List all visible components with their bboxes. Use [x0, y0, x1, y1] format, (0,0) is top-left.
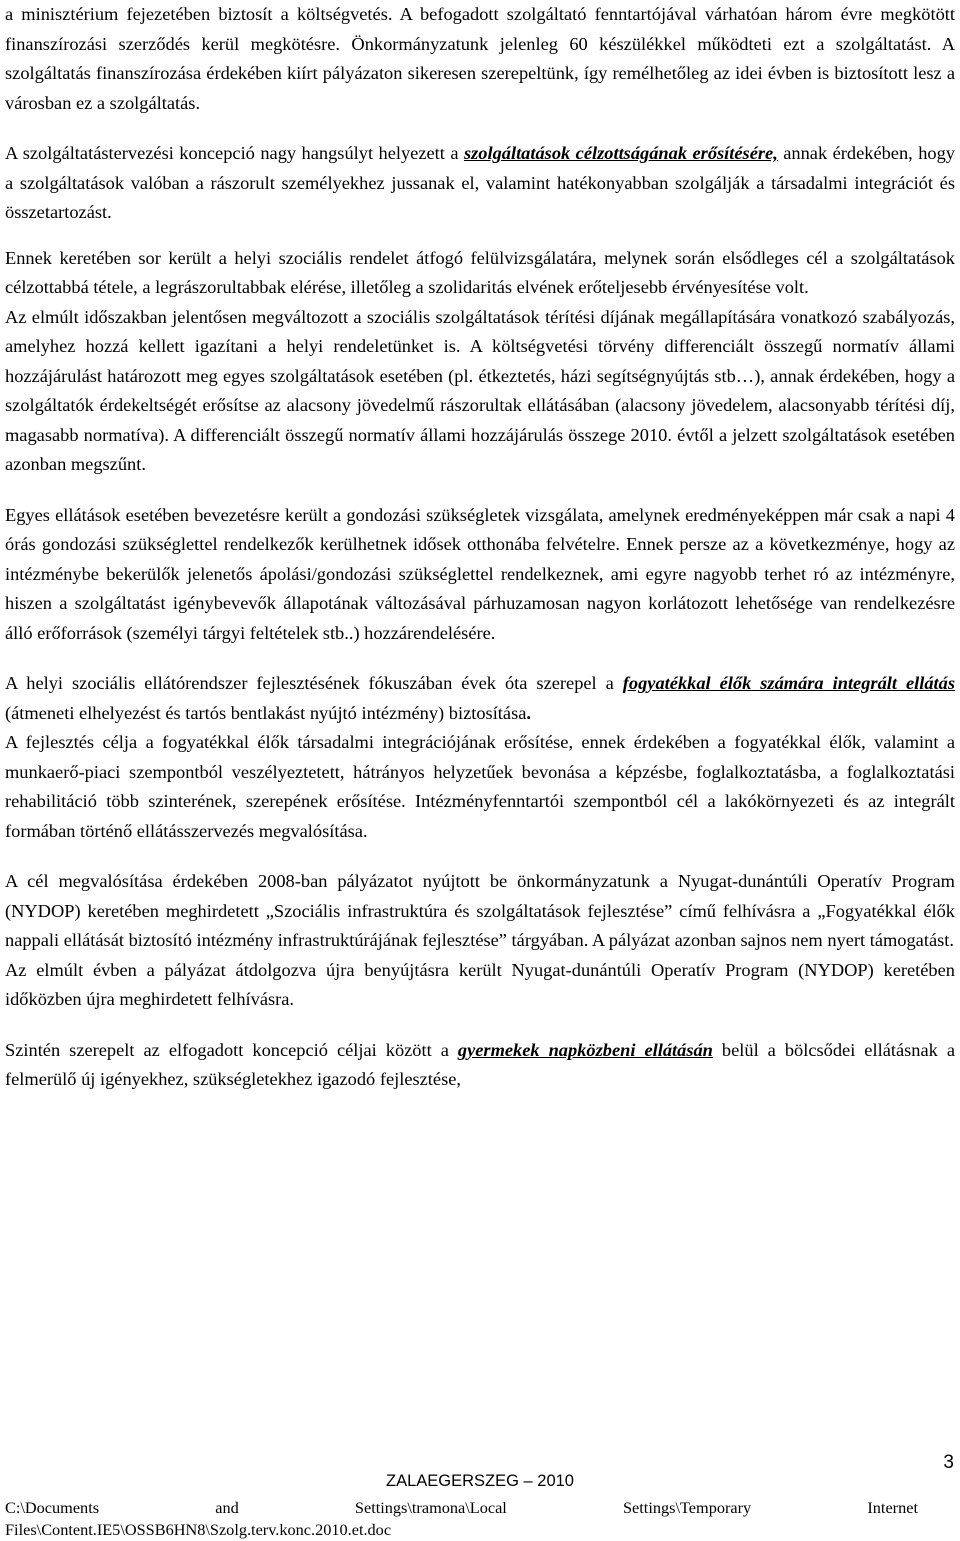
paragraph-8: A cél megvalósítása érdekében 2008-ban pályázatot nyújtott be önkormányzatunk a Nyugat-dunántúli Operatív Program (NYDOP) keretében meghirdetett „Szociális infrastruktúra és szolgáltatások fejlesztése” című felhívásra a „Fogyatékkal élők nappali ellátását biztosító intézmény infrastruktúrájának fejlesztése” tárgyában. A pályázat azonban sajnos nem nyert támogatást.: [5, 871, 955, 950]
paragraph-2-text-a: A szolgáltatástervezési koncepció nagy hangsúlyt helyezett a: [5, 143, 464, 163]
paragraph-2-text-b: annak érdekében, hogy a szolgáltatások valóban a rászorult személyekhez jussanak el, valamint hatékonyabban szolgálják a társadalmi integrációt és összetartozást.: [5, 143, 955, 222]
page-number: 3: [943, 1452, 954, 1473]
paragraph-10-text-a: Szintén szerepelt az elfogadott koncepció céljai között a: [5, 1039, 458, 1060]
paragraph-6: [5, 669, 955, 728]
paragraph-9: Az elmúlt évben a pályázat átdolgozva újra benyújtásra került Nyugat-dunántúli Operatív Program (NYDOP) keretében időközben újra meghirdetett felhívásra.: [5, 959, 955, 1009]
emphasis-targeting: szolgáltatások célzottságának erősítésére,: [463, 143, 778, 163]
paragraph-7: A fejlesztés célja a fogyatékkal élők társadalmi integrációjának erősítése, ennek érdekében a fogyatékkal élők, valamint a munkaerő-piaci szempontból veszélyeztetett, hátrányos helyzetűek bevonása a képzésbe, foglalkoztatásba, a foglalkoztatási rehabilitáció több szinterének, szerepének erősítése. Intézményfenntartói szempontból cél a lakókörnyezeti és az integrált formában történő ellátásszervezés megvalósítása.: [5, 732, 955, 841]
paragraph-4: Az elmúlt időszakban jelentősen megváltozott a szociális szolgáltatások térítési díjának megállapítására vonatkozó szabályozás, amelyhez hozzá kellett igazítani a helyi rendeletünket is. A költségvetési törvény differenciált összegű normatív állami hozzájárulást határozott meg egyes szolgáltatások esetében (pl. étkeztetés, házi segítségnyújtás stb…), annak érdekében, hogy a szolgáltatók érdekeltségét erősítse az alacsony jövedelmű rászorultak ellátásában (alacsony jövedelem, alacsonyabb térítési díj, magasabb normatíva). A differenciált összegű normatív állami hozzájárulás összege 2010. évtől a jelzett szolgáltatások esetében azonban megszűnt.: [5, 306, 955, 474]
paragraph-10-text-b: belül a bölcsődei ellátásnak a felmerülő új igényekhez, szükségletekhez igazodó fejlesztése,: [5, 1039, 955, 1089]
paragraph-6-text-b: (átmeneti elhelyezést és tartós bentlakást nyújtó intézmény) biztosítása: [5, 702, 527, 723]
document-body: [5, 0, 955, 1095]
paragraph-6-text-a: A helyi szociális ellátórendszer fejlesztésének fókuszában évek óta szerepel a: [5, 673, 623, 693]
emphasis-child-daycare: gyermekek napközbeni ellátásán: [457, 1039, 713, 1060]
footer-file-path-2: Files\Content.IE5\OSSB6HN8\Szolg.terv.konc.2010.et.doc: [5, 1520, 392, 1539]
paragraph-2: [5, 139, 955, 228]
paragraph-5: Egyes ellátások esetében bevezetésre került a gondozási szükségletek vizsgálata, amelynek eredményeképpen már csak a napi 4 órás gondozási szükséglettel rendelkezők kerülhetnek idősek otthonába felvételre. Ennek persze az a következménye, hogy az intézménybe bekerülők jelenetős ápolási/gondozási szükséglettel rendelkeznek, ami egyre nagyobb terhet ró az intézményre, hiszen a szolgáltatást igénybevevők állapotának változásával párhuzamosan nagyon korlátozott lehetősége van rendelkezésre álló erőforrások (személyi tárgyi feltételek stb..) hozzárendelésére.: [5, 504, 955, 643]
paragraph-3: Ennek keretében sor került a helyi szociális rendelet átfogó felülvizsgálatára, melynek során elsődleges cél a szolgáltatások célzottabbá tétele, a legrászorultabbak elérése, illetőleg a szolidaritás elvének erőteljesebb érvényesítése volt.: [5, 247, 955, 297]
emphasis-disabled-care: fogyatékkal élők számára integrált ellátás: [622, 673, 956, 693]
footer-city-year: ZALAEGERSZEG – 2010: [385, 1472, 574, 1490]
paragraph-6-end: .: [526, 702, 532, 723]
paragraph-1: a minisztérium fejezetében biztosít a költségvetés. A befogadott szolgáltató fenntartójával várhatóan három évre megkötött finanszírozási szerződés kerül megkötésre. Önkormányzatunk jelenleg 60 készülékkel működteti ezt a szolgáltatást. A szolgáltatás finanszírozása érdekében kiírt pályázaton sikeresen szerepeltünk, így remélhetőleg az idei évben is biztosított lesz a városban ez a szolgáltatás.: [5, 4, 955, 113]
paragraph-10: [5, 1036, 955, 1095]
footer-file-path: C:\Documents and Settings\tramona\Local Settings\Temporary Internet: [5, 1498, 918, 1517]
